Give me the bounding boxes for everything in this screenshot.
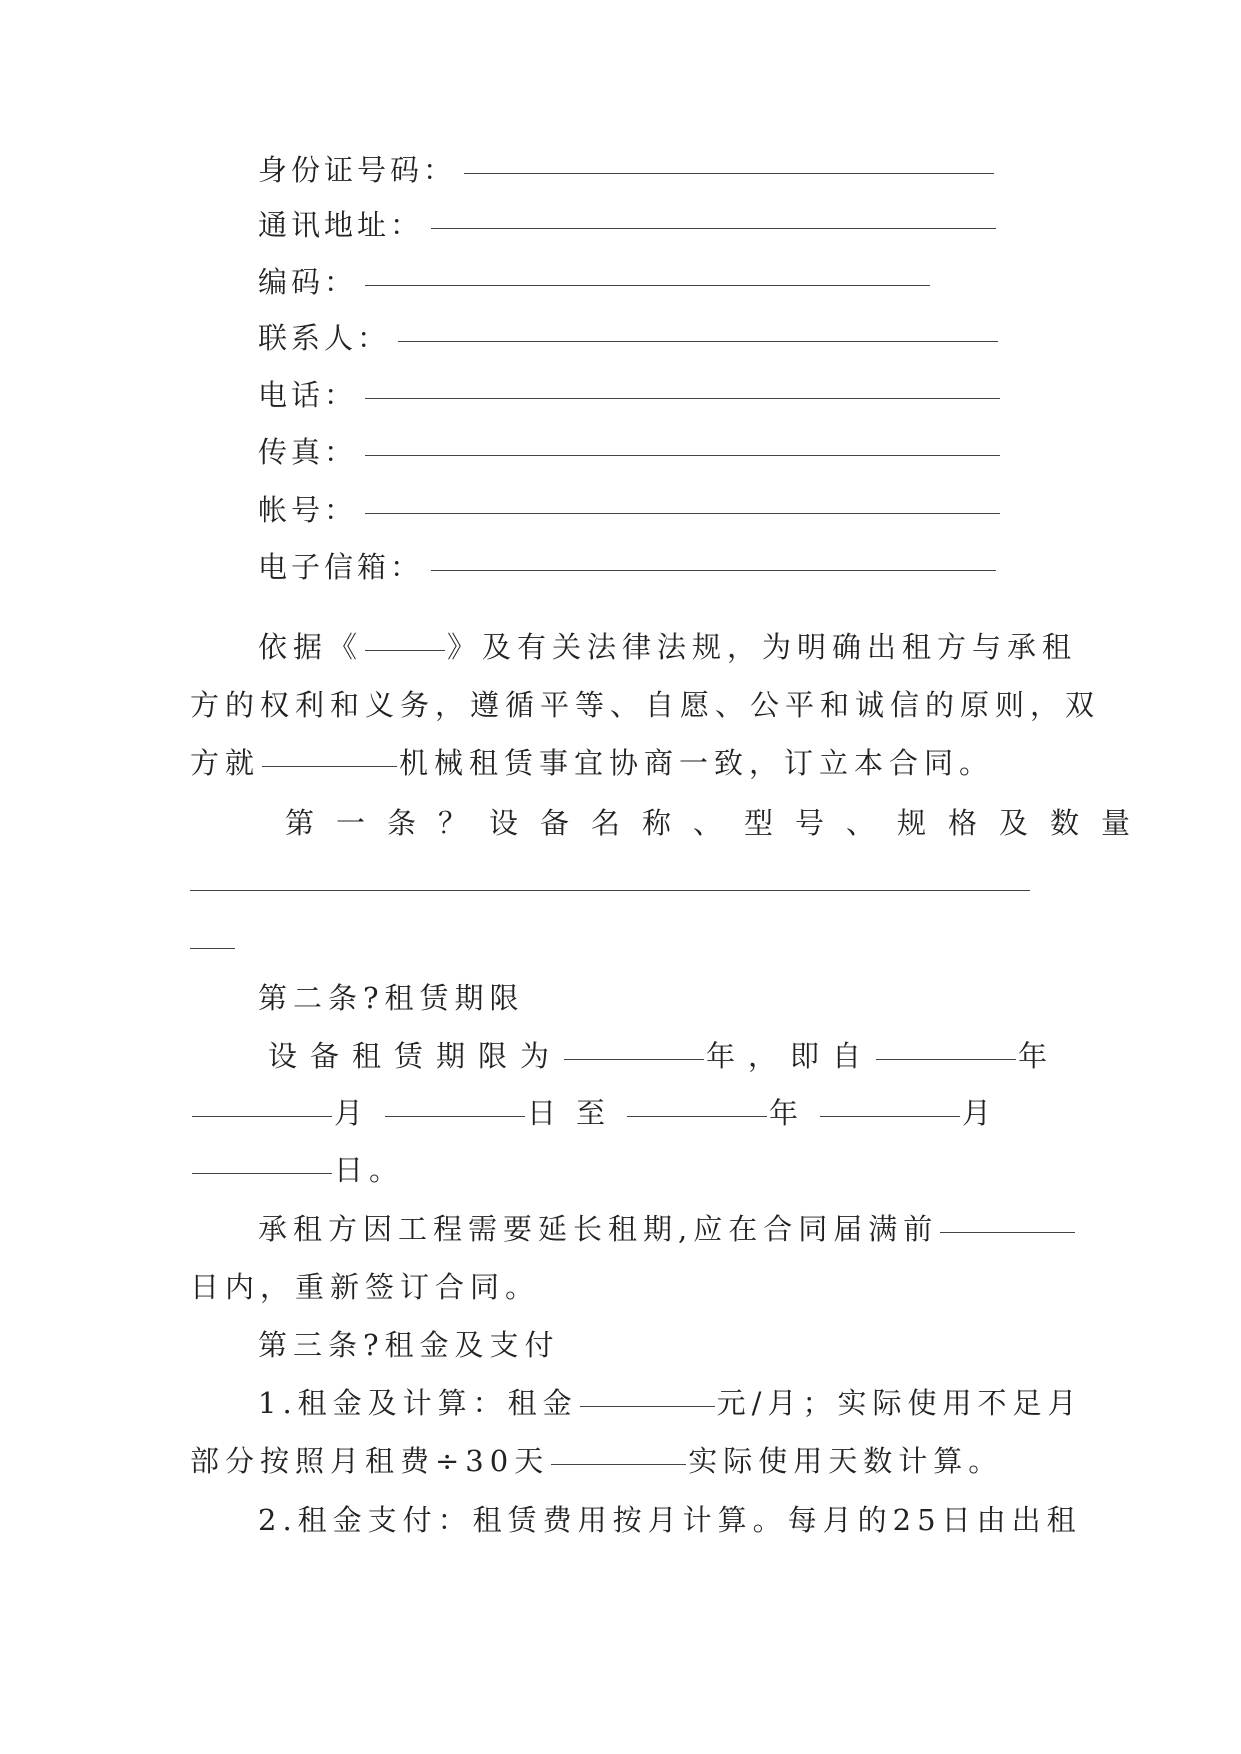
id-number-field [258, 150, 994, 190]
article-2-text-1a: 设备租赁期限为 [268, 1039, 563, 1073]
article-2-month: 月 [334, 1096, 384, 1130]
article-2-year: 年 [769, 1096, 819, 1130]
article-3-text-1d: 实际使用天数计算。 [688, 1444, 1004, 1478]
end-year-blank [627, 1116, 767, 1117]
intro-line-1 [258, 627, 1077, 667]
id-number-label: 身份证号码： [258, 153, 457, 187]
article-1-heading: 第一条？设备名称、型号、规格及数量 [285, 806, 1153, 840]
article-3-heading: 第三条?租金及支付 [258, 1328, 560, 1362]
article-2-text-1c: 年 [1018, 1039, 1061, 1073]
article-3-text-1c: 部分按照月租费÷30天 [190, 1444, 550, 1478]
address-blank [431, 228, 996, 229]
account-field [258, 490, 1000, 530]
phone-field [258, 375, 1000, 415]
address-field [258, 205, 996, 245]
id-number-blank [464, 173, 994, 174]
contact-blank [398, 341, 998, 342]
postcode-label: 编码： [258, 265, 358, 299]
article-2-heading: 第二条?租赁期限 [258, 981, 525, 1015]
article-2-day-to: 日至 [527, 1096, 626, 1130]
phone-label: 电话： [258, 378, 358, 412]
email-blank [431, 570, 996, 571]
article-3-text-1a: 1.租金及计算：租金 [258, 1386, 578, 1420]
intro-line-3 [190, 743, 994, 783]
article-2-line-3 [190, 1150, 404, 1190]
intro-line-2 [190, 685, 1100, 725]
article-2-text-4: 承租方因工程需要延长租期,应在合同届满前 [258, 1212, 939, 1246]
end-day-blank [192, 1173, 332, 1174]
fax-blank [365, 455, 1000, 456]
article-2-line-1 [268, 1036, 1060, 1076]
rent-amount-blank [580, 1406, 715, 1407]
article-2-line-2 [190, 1093, 1011, 1133]
end-month-blank [820, 1116, 960, 1117]
postcode-field [258, 262, 930, 302]
contact-label: 联系人： [258, 321, 391, 355]
intro-text-1a: 依据《 [258, 630, 364, 664]
article-2-text-1b: 年，即自 [706, 1039, 875, 1073]
address-label: 通讯地址： [258, 208, 424, 242]
email-field [258, 547, 996, 587]
article-2-day: 日。 [334, 1153, 405, 1187]
email-label: 电子信箱： [258, 550, 424, 584]
account-label: 帐号： [258, 493, 358, 527]
article-1-blank-line [190, 890, 1030, 891]
daily-rate-blank [551, 1464, 686, 1465]
law-name-blank [365, 650, 445, 651]
intro-text-1b: 》及有关法律法规，为明确出租方与承租 [447, 630, 1078, 664]
article-3-item-1-line-2 [190, 1441, 1003, 1481]
article-3-text-1b: 元/月；实际使用不足月 [716, 1386, 1083, 1420]
article-3-item-2: 2.租金支付：租赁费用按月计算。每月的25日由出租 [258, 1503, 1082, 1537]
intro-text-3a: 方就 [190, 746, 261, 780]
article-3-item-1-line-1 [258, 1383, 1082, 1423]
start-day-blank [385, 1116, 525, 1117]
contact-field [258, 318, 998, 358]
start-month-blank [192, 1116, 332, 1117]
intro-text-3b: 机械租赁事宜协商一致，订立本合同。 [399, 746, 995, 780]
article-2-line-5: 日内，重新签订合同。 [190, 1270, 541, 1304]
postcode-blank [365, 285, 930, 286]
account-blank [365, 513, 1000, 514]
intro-text-2: 方的权利和义务，遵循平等、自愿、公平和诚信的原则，双 [190, 688, 1101, 722]
article-2-month-2: 月 [962, 1096, 1012, 1130]
start-year-blank [876, 1059, 1016, 1060]
term-years-blank [564, 1059, 704, 1060]
fax-field [258, 432, 1000, 472]
article-2-line-4 [258, 1209, 1077, 1249]
article-1-blank-line-end [190, 948, 235, 949]
equipment-blank [262, 766, 397, 767]
extension-days-blank [940, 1232, 1075, 1233]
fax-label: 传真： [258, 435, 358, 469]
phone-blank [365, 398, 1000, 399]
